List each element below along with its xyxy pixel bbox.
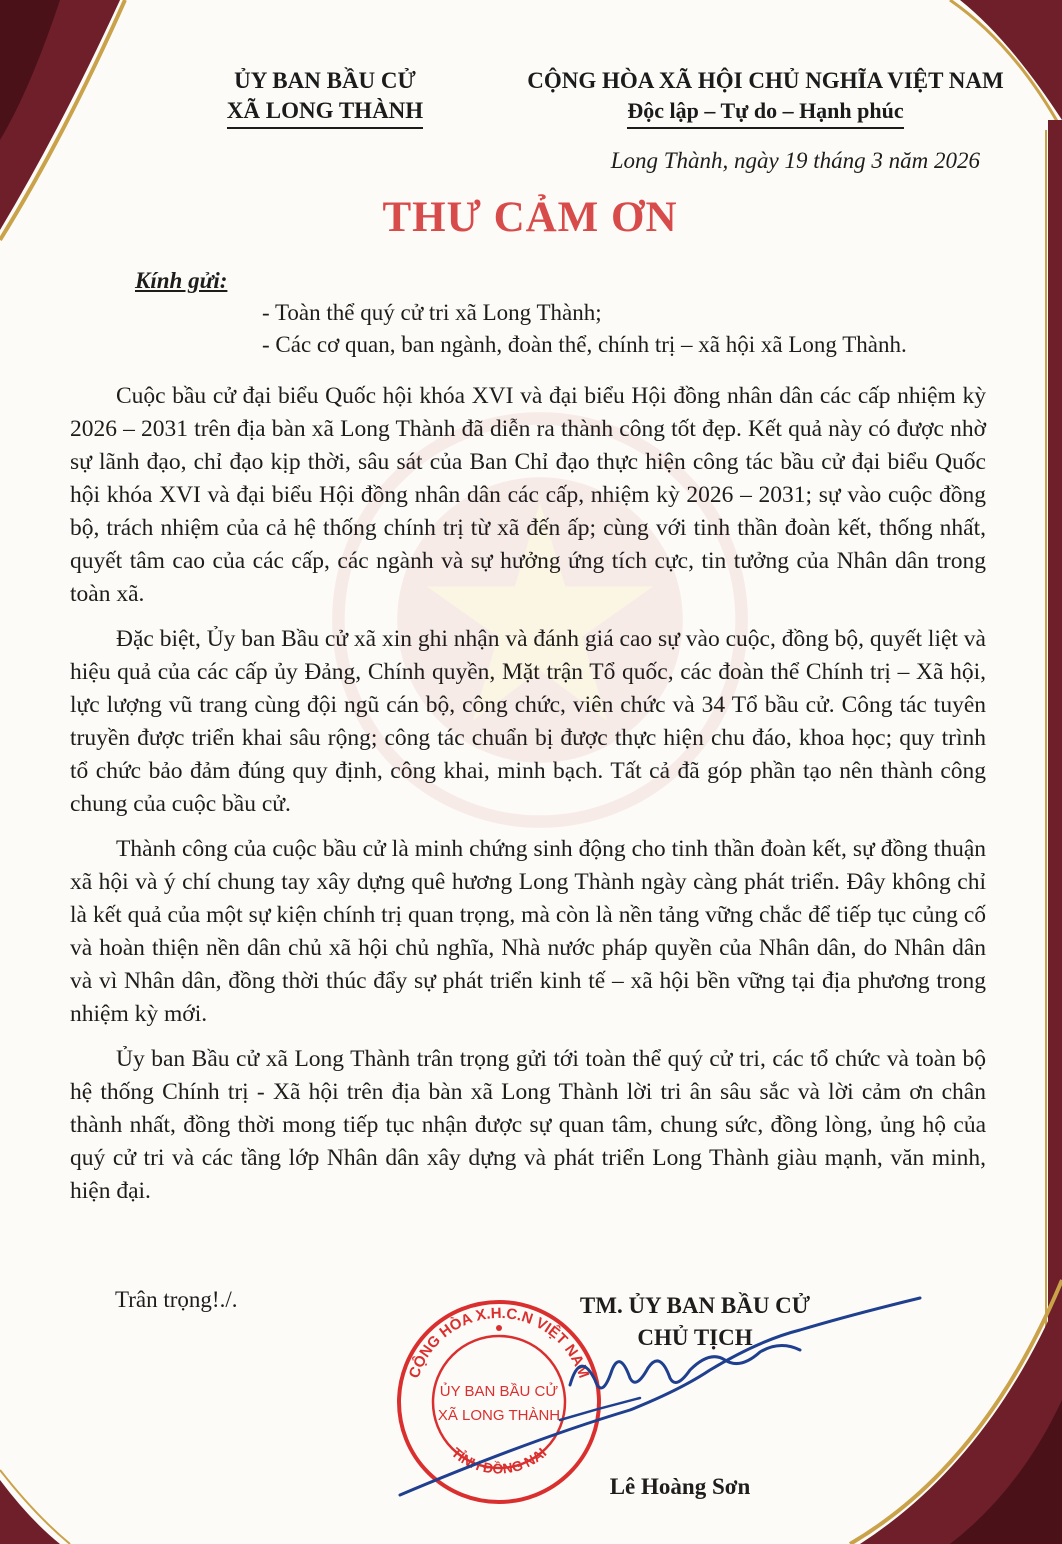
national-heading bbox=[488, 66, 1043, 129]
recipient-item: - Toàn thể quý cử tri xã Long Thành; bbox=[262, 300, 602, 325]
signer-name: Lê Hoàng Sơn bbox=[609, 1474, 751, 1499]
country-name: CỘNG HÒA XÃ HỘI CHỦ NGHĨA VIỆT NAM bbox=[527, 68, 1004, 93]
letter-body bbox=[70, 380, 986, 1220]
org-line-1: ỦY BAN BẦU CỬ bbox=[234, 68, 416, 93]
national-motto: Độc lập – Tự do – Hạnh phúc bbox=[627, 96, 903, 129]
issue-date: Long Thành, ngày 19 tháng 3 năm 2026 bbox=[610, 148, 980, 173]
body-paragraph-3: Thành công của cuộc bầu cử là minh chứng sinh động cho tinh thần đoàn kết, sự đồng thuận xã hội và ý chí chung tay xây dựng quê hương Long Thành ngày càng phát triển. Đây không chỉ là kết quả của một sự kiện chính trị quan trọng, mà còn là nền tảng vững chắc để tiếp tục củng cố và hoàn thiện nền dân chủ xã hội chủ nghĩa, Nhà nước pháp quyền của Nhân dân, do Nhân dân và vì Nhân dân, đồng thời thúc đẩy sự phát triển kinh tế – xã hội bền vững tại địa phương trong nhiệm kỳ mới. bbox=[70, 836, 986, 1027]
stamp-outer-text: CỘNG HÒA X.H.C.N VIỆT NAM bbox=[405, 1304, 593, 1381]
document-title: THƯ CẢM ƠN bbox=[382, 194, 678, 241]
body-paragraph-4: Ủy ban Bầu cử xã Long Thành trân trọng gửi tới toàn thể quý cử tri, các tổ chức và toàn bộ hệ thống Chính trị - Xã hội trên địa bàn xã Long Thành lời tri ân sâu sắc và lời cảm ơn chân thành nhất, đồng thời mong tiếp tục nhận được sự quan tâm, chung sức, đồng lòng, ủng hộ của quý cử tri và các tầng lớp Nhân dân xây dựng và phát triển Long Thành giàu mạnh, văn minh, hiện đại. bbox=[70, 1046, 986, 1204]
stamp-bottom-text: TỈNH ĐỒNG NAI bbox=[448, 1444, 550, 1477]
stamp-inner-line-2: XÃ LONG THÀNH bbox=[437, 1407, 561, 1424]
salutation-label: Kính gửi: bbox=[135, 268, 228, 293]
recipient-list bbox=[262, 297, 992, 361]
body-paragraph-1: Cuộc bầu cử đại biểu Quốc hội khóa XVI và đại biểu Hội đồng nhân dân các cấp nhiệm kỳ 2026 – 2031 trên địa bàn xã Long Thành đã diễn ra thành công tốt đẹp. Kết quả này có được nhờ sự lãnh đạo, chỉ đạo kịp thời, sâu sát của Ban Chỉ đạo thực hiện công tác bầu cử đại biểu Quốc hội khóa XVI và đại biểu Hội đồng nhân dân các cấp, nhiệm kỳ 2026 – 2031; sự vào cuộc đồng bộ, trách nhiệm của cả hệ thống chính trị từ xã đến ấp; cùng với tinh thần đoàn kết, thống nhất, quyết tâm cao của các cấp, các ngành và sự hưởng ứng tích cực, tin tưởng của Nhân dân trong toàn xã. bbox=[70, 383, 986, 607]
closing-phrase: Trân trọng!./. bbox=[115, 1287, 238, 1312]
signatory-title-line-2: CHỦ TỊCH bbox=[637, 1325, 753, 1350]
body-paragraph-2: Đặc biệt, Ủy ban Bầu cử xã xin ghi nhận và đánh giá cao sự vào cuộc, đồng bộ, quyết liệt và hiệu quả của các cấp ủy Đảng, Chính quyền, Mặt trận Tổ quốc, các đoàn thể Chính trị – Xã hội, lực lượng vũ trang cùng đội ngũ cán bộ, công chức, viên chức và 34 Tổ bầu cử. Công tác tuyên truyền được triển khai sâu rộng; công tác chuẩn bị được thực hiện chu đáo, khoa học; quy trình tổ chức bảo đảm đúng quy định, công khai, minh bạch. Tất cả đã góp phần tạo nên thành công chung của cuộc bầu cử. bbox=[70, 626, 986, 817]
stamp-inner-line-1: ỦY BAN BẦU CỬ bbox=[439, 1383, 559, 1400]
signatory-title-line-1: TM. ỦY BAN BẦU CỬ bbox=[579, 1293, 811, 1318]
recipient-item: - Các cơ quan, ban ngành, đoàn thể, chính trị – xã hội xã Long Thành. bbox=[262, 332, 907, 357]
org-line-2: XÃ LONG THÀNH bbox=[227, 96, 423, 129]
frame-corner-bottom-left bbox=[0, 1480, 60, 1544]
issuing-organization bbox=[195, 66, 455, 129]
frame-right-border bbox=[1048, 120, 1062, 1380]
